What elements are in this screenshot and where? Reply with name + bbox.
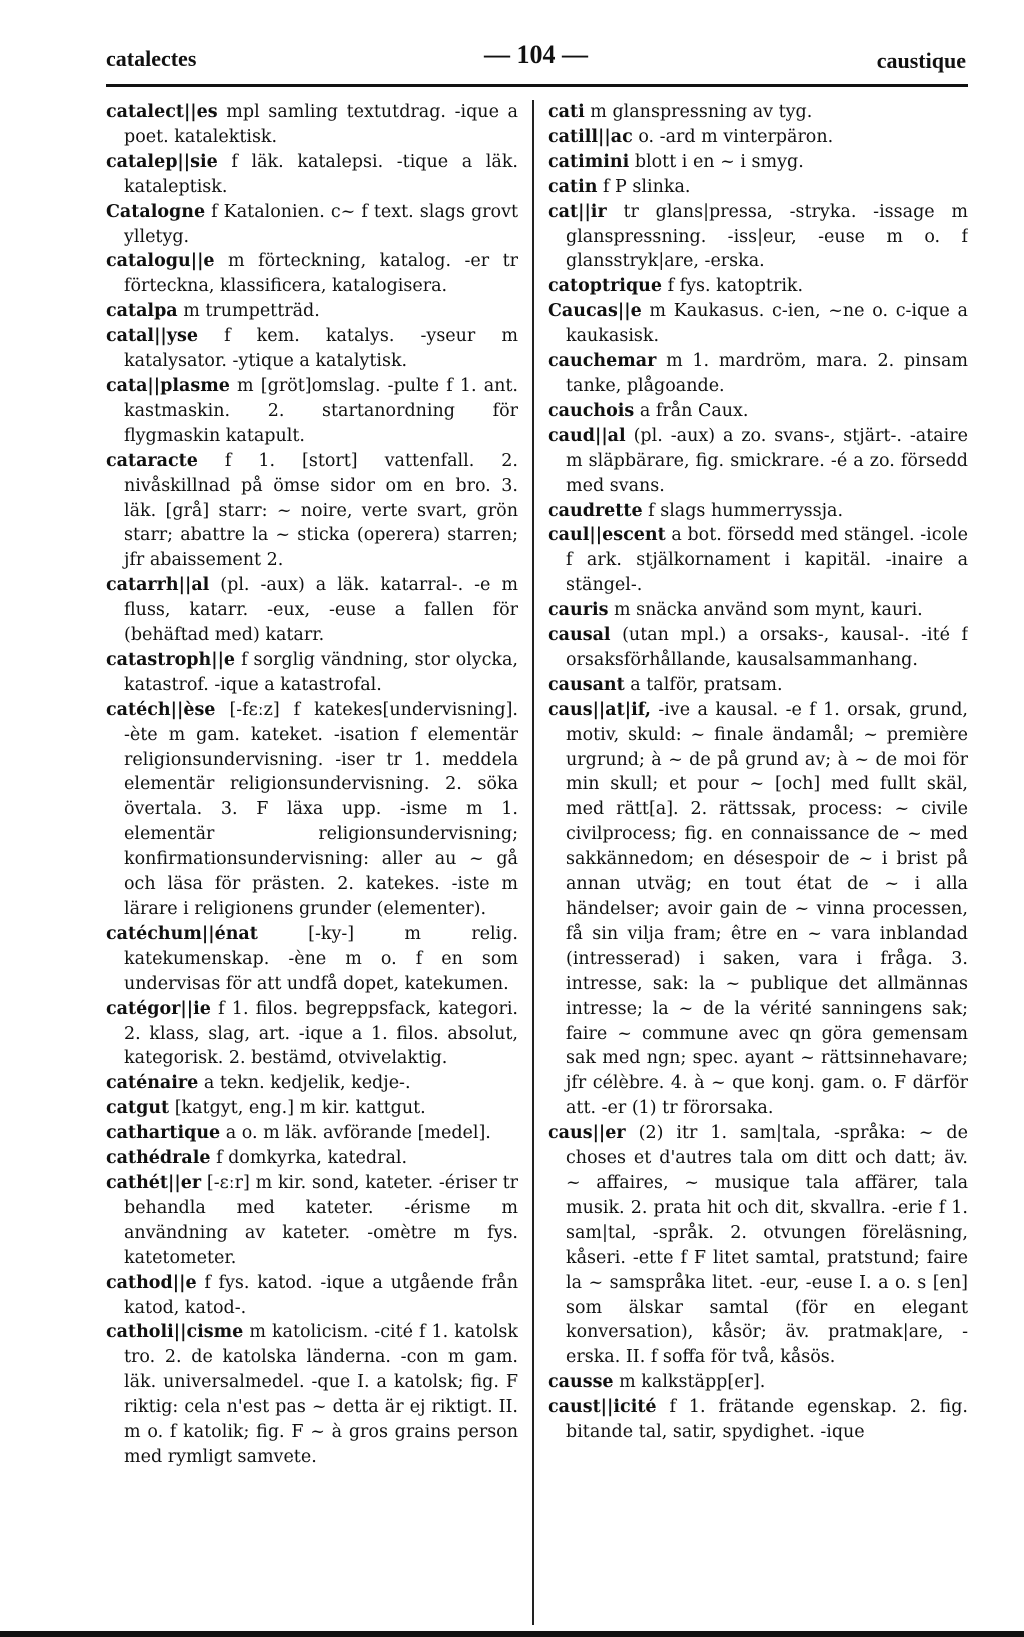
entry-headword: cauchois	[548, 400, 635, 421]
entry-headword: cathartique	[106, 1123, 221, 1144]
dictionary-entry: catholi||cisme m katolicism. -cité f 1. katolsk tro. 2. de katolska länderna. -con m gam. läk. universalmedel. -que I. a katolsk; fig. F riktig: cela n'est pas ~ detta är ej riktigt. II. m o. f katolik; fig. F ~ à gros grains person med rymligt samvete.	[106, 1322, 518, 1467]
page-header	[106, 40, 966, 80]
entry-headword: catoptrique	[548, 276, 663, 297]
dictionary-entry: catin f P slinka.	[548, 176, 691, 197]
dictionary-entry: Catalogne f Katalonien. c~ f text. slags grovt ylletyg.	[106, 201, 518, 247]
dictionary-entry: catégor||ie f 1. filos. begreppsfack, kategori. 2. klass, slag, art. -ique a 1. filos. absolut, kategorisk. 2. bestämd, otvivelaktig.	[106, 998, 518, 1069]
entry-headword: catégor||ie	[106, 998, 211, 1019]
dictionary-entry: catalep||sie f läk. katalepsi. -tique a läk. kataleptisk.	[106, 151, 518, 197]
entry-headword: catastroph||e	[106, 649, 236, 670]
dictionary-entry: cathartique a o. m läk. avförande [medel].	[106, 1123, 491, 1144]
entry-headword: cata||plasme	[106, 375, 230, 396]
entry-headword: catéch||èse	[106, 699, 216, 720]
dictionary-entry: cauris m snäcka använd som mynt, kauri.	[548, 600, 923, 621]
entry-headword: caud||al	[548, 425, 626, 446]
dictionary-entry: cathod||e f fys. katod. -ique a utgående från katod, katod-.	[106, 1272, 518, 1318]
dictionary-entry: caud||al (pl. -aux) a zo. svans-, stjärt-. -ataire m släpbärare, fig. smickrare. -é a zo. försedd med svans.	[548, 425, 968, 496]
dictionary-entry: catalect||es mpl samling textutdrag. -ique a poet. katalektisk.	[106, 102, 518, 147]
entry-headword: catalpa	[106, 301, 178, 322]
entry-headword: caul||escent	[548, 525, 666, 546]
entry-headword: causant	[548, 674, 625, 695]
entry-headword: cati	[548, 102, 585, 122]
dictionary-entry: cauchois a från Caux.	[548, 400, 749, 421]
entry-headword: cat||ir	[548, 201, 607, 222]
dictionary-entry: caus||at|if, -ive a kausal. -e f 1. orsak, grund, motiv, skuld: ~ finale ändamål; ~ première urgrund; à ~ de på grund av; à ~ de moi för min skull; et pour ~ [och] med fullt skäl, med rätt[a]. 2. rättssak, process: ~ civile civilprocess; fig. en connaissance de ~ med sakkännedom; en désespoir de ~ i brist på annan utväg; en tout état de ~ i alla händelser; avoir gain de ~ vinna processen, få sin vilja fram; être en ~ vara inblandad (intresserad) i saken, vara i fråga. 3. intresse, sak: la ~ publique det allmännas intresse; la ~ de la vérité sanningens sak; faire ~ commune avec qn göra gemensam sak med ngn; spec. ayant ~ rättsinnehavare; jfr célèbre. 4. à ~ que konj. gam. o. F därför att. -er (1) tr förorsaka.	[548, 699, 968, 1119]
dictionary-entry: cathét||er [-ɛːr] m kir. sond, kateter. -ériser tr behandla med kateter. -érisme m användning av kateter. -omètre m fys. katetometer.	[106, 1172, 518, 1268]
right-column	[548, 100, 968, 1625]
dictionary-entry: catal||yse f kem. katalys. -yseur m katalysator. -ytique a katalytisk.	[106, 326, 518, 372]
entry-headword: cataracte	[106, 450, 198, 471]
dictionary-entry: cauchemar m 1. mardröm, mara. 2. pinsam tanke, plågoande.	[548, 351, 968, 396]
entry-headword: catholi||cisme	[106, 1322, 244, 1343]
column-divider	[532, 100, 534, 1625]
dictionary-entry: catéchum||énat [-ky-] m relig. katekumenskap. -ène m o. f en som undervisas för att undfå dopet, katekumen.	[106, 923, 518, 994]
dictionary-entry: cati m glanspressning av tyg.	[548, 102, 813, 122]
dictionary-entry: catill||ac o. -ard m vinterpäron.	[548, 126, 834, 147]
entry-headword: catalep||sie	[106, 151, 218, 172]
dictionary-entry: catimini blott i en ~ i smyg.	[548, 151, 804, 172]
left-column	[106, 100, 518, 1625]
entry-headword: cathédrale	[106, 1148, 211, 1169]
page-bottom-edge	[0, 1631, 1024, 1637]
entry-headword: catin	[548, 176, 598, 197]
page-number: — 104 —	[484, 40, 588, 69]
dictionary-entry: Caucas||e m Kaukasus. c-ien, ~ne o. c-ique a kaukasisk.	[548, 301, 968, 347]
dictionary-entry: causse m kalkstäpp[er].	[548, 1372, 766, 1393]
dictionary-entry: catoptrique f fys. katoptrik.	[548, 276, 804, 297]
entry-headword: catimini	[548, 151, 630, 172]
entry-headword: cathét||er	[106, 1172, 202, 1193]
entry-headword: Catalogne	[106, 201, 206, 222]
dictionary-entry: cataracte f 1. [stort] vattenfall. 2. nivåskillnad på ömse sidor om en bro. 3. läk. [grå] starr: ~ noire, verte svart, grön starr; abattre la ~ sticka (operera) starren; jfr abaissement 2.	[106, 450, 518, 571]
entry-headword: causse	[548, 1372, 614, 1393]
entry-headword: cathod||e	[106, 1272, 197, 1293]
entry-headword: catalect||es	[106, 102, 218, 122]
header-right-guide-word: caustique	[876, 48, 966, 73]
dictionary-entry: catarrh||al (pl. -aux) a läk. katarral-. -e m fluss, katarr. -eux, -euse a fallen för (behäftad med) katarr.	[106, 575, 518, 646]
dictionary-entry: catastroph||e f sorglig vändning, stor olycka, katastrof. -ique a katastrofal.	[106, 649, 518, 695]
dictionary-entry: catalpa m trumpetträd.	[106, 301, 320, 322]
dictionary-entry: caul||escent a bot. försedd med stängel. -icole f ark. stjälkornament i kapitäl. -inaire a stängel-.	[548, 525, 968, 596]
entry-headword: caténaire	[106, 1073, 199, 1094]
dictionary-entry: cat||ir tr glans|pressa, -stryka. -issage m glanspressning. -iss|eur, -euse m o. f glansstryk|are, -erska.	[548, 201, 968, 272]
dictionary-entry: causant a talför, pratsam.	[548, 674, 783, 695]
dictionary-entry: causal (utan mpl.) a orsaks-, kausal-. -ité f orsaksförhållande, kausalsammanhang.	[548, 625, 968, 670]
dictionary-entry: caust||icité f 1. frätande egenskap. 2. fig. bitande tal, satir, spydighet. -ique	[548, 1397, 968, 1443]
entry-headword: cauris	[548, 600, 609, 621]
entry-headword: catgut	[106, 1098, 170, 1119]
dictionary-entry: cata||plasme m [gröt]omslag. -pulte f 1. ant. kastmaskin. 2. startanordning för flygmaskin katapult.	[106, 375, 518, 446]
dictionary-entry: catéch||èse [-fɛːz] f katekes[undervisning]. -ète m gam. kateket. -isation f elementär religionsundervisning. -iser tr 1. meddela elementär religionsundervisning. 2. söka övertala. 3. F läxa upp. -isme m 1. elementär religionsundervisning; konfirmationsundervisning: aller au ~ gå och läsa för prästen. 2. katekes. -iste m lärare i religionens grunder (elementer).	[106, 699, 518, 919]
header-left-guide-word: catalectes	[106, 46, 197, 71]
entry-headword: catéchum||énat	[106, 923, 258, 944]
dictionary-entry: cathédrale f domkyrka, katedral.	[106, 1148, 408, 1169]
dictionary-entry: caudrette f slags hummerryssja.	[548, 500, 844, 521]
header-rule	[106, 84, 968, 87]
entry-headword: cauchemar	[548, 351, 657, 372]
dictionary-entry: catgut [katgyt, eng.] m kir. kattgut.	[106, 1098, 426, 1119]
entry-headword: caust||icité	[548, 1397, 657, 1418]
entry-headword: catill||ac	[548, 126, 633, 147]
entry-headword: caus||er	[548, 1123, 626, 1144]
entry-headword: catalogu||e	[106, 251, 215, 272]
dictionary-entry: caténaire a tekn. kedjelik, kedje-.	[106, 1073, 411, 1094]
entry-headword: Caucas||e	[548, 301, 642, 322]
entry-headword: caudrette	[548, 500, 643, 521]
entry-headword: causal	[548, 625, 611, 646]
dictionary-entry: catalogu||e m förteckning, katalog. -er tr förteckna, klassificera, katalogisera.	[106, 251, 518, 297]
dictionary-entry: caus||er (2) itr 1. sam|tala, -språka: ~ de choses et d'autres tala om ditt och datt; äv. ~ affaires, ~ musique tala affärer, tala musik. 2. prata hit och dit, skvallra. -erie f 1. sam|tal, -språk. 2. otvungen föreläsning, kåseri. -ette f F litet samtal, pratstund; faire la ~ samspråka litet. -eur, -euse I. a o. s [en] som älskar samtal (för en elegant konversation), kåsör; äv. pratmak|are, -erska. II. f soffa för två, kåsös.	[548, 1123, 968, 1368]
entry-headword: caus||at|if,	[548, 699, 651, 720]
entry-headword: catal||yse	[106, 326, 198, 347]
entry-headword: catarrh||al	[106, 575, 210, 596]
